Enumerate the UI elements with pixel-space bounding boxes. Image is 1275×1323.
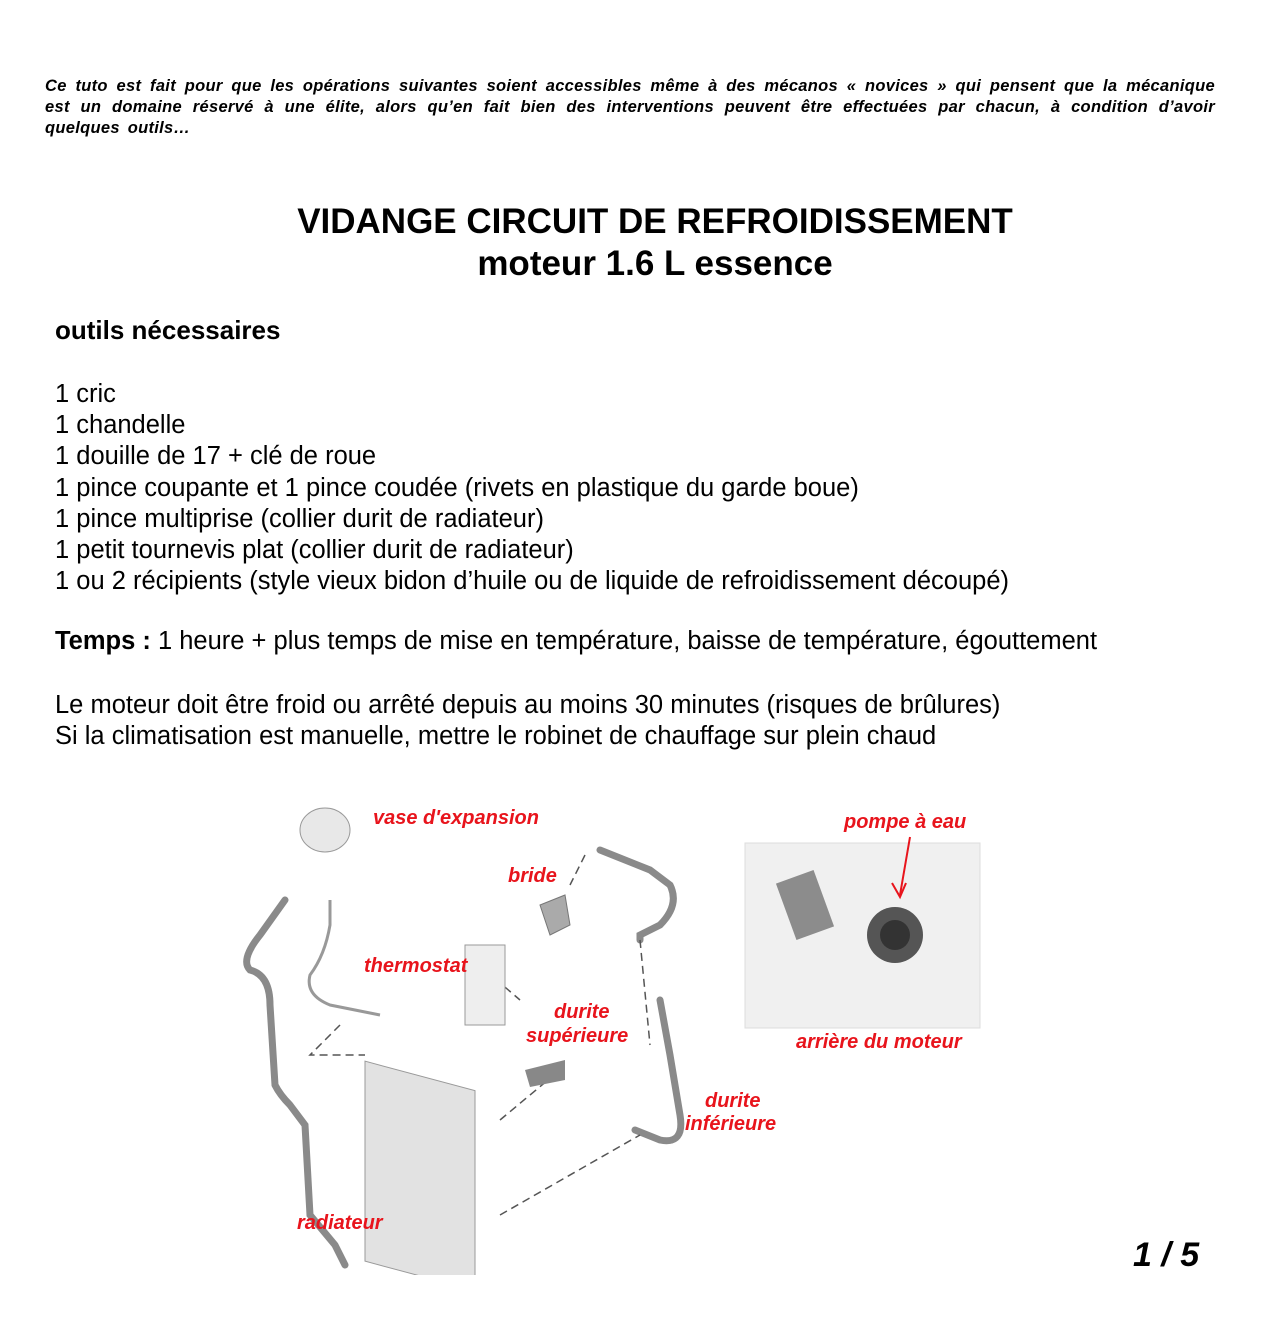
intro-paragraph: Ce tuto est fait pour que les opérations suivantes soient accessibles même à des mécanos « novices » qui pensent que la mécanique est un domaine réservé à une élite, alors qu’en fait bien des interventions peuvent être effectuées par chacun, à condition d’avoir quelques outils… [45, 77, 1215, 137]
time-value: 1 heure + plus temps de mise en température, baisse de température, égouttement [150, 627, 1098, 655]
page-title: VIDANGE CIRCUIT DE REFROIDISSEMENT [297, 202, 1013, 241]
list-item: 1 pince coupante et 1 pince coudée (rivets en plastique du garde boue) [55, 473, 859, 502]
expansion-tank [300, 808, 350, 852]
tools-list [55, 379, 1009, 597]
list-item: 1 ou 2 récipients (style vieux bidon d’huile ou de liquide de refroidissement découpé) [55, 567, 1009, 596]
thermostat-housing [465, 945, 505, 1025]
note: Si la climatisation est manuelle, mettre le robinet de chauffage sur plein chaud [55, 722, 937, 750]
label-durite-superieure-1: durite [554, 1001, 610, 1023]
page-subtitle: moteur 1.6 L essence [477, 244, 833, 283]
expansion-hose [247, 900, 345, 1265]
label-bride: bride [508, 865, 557, 887]
cooling-circuit-diagram [230, 795, 1020, 1275]
lower-hose [635, 1000, 681, 1141]
label-durite-inferieure-1: durite [705, 1090, 761, 1112]
tools-heading: outils nécessaires [55, 315, 281, 345]
list-item: 1 chandelle [55, 411, 186, 440]
list-item: 1 cric [55, 380, 116, 408]
list-item: 1 douille de 17 + clé de roue [55, 442, 377, 471]
radiator [365, 1061, 475, 1275]
engine-rear-photo [745, 837, 980, 1028]
label-durite-inferieure-2: inférieure [685, 1113, 777, 1135]
note: Le moteur doit être froid ou arrêté depuis au moins 30 minutes (risques de brûlures) [55, 691, 1001, 719]
upper-pipe [600, 850, 673, 940]
list-item: 1 petit tournevis plat (collier durit de radiateur) [55, 536, 574, 565]
upper-hose [525, 1060, 565, 1087]
page-number: 1 / 5 [1133, 1236, 1200, 1274]
list-item: 1 pince multiprise (collier durit de radiateur) [55, 504, 544, 533]
label-vase-expansion: vase d'expansion [373, 807, 539, 829]
label-arriere-moteur: arrière du moteur [796, 1031, 962, 1053]
label-thermostat: thermostat [364, 955, 468, 977]
label-durite-superieure-2: supérieure [526, 1025, 629, 1047]
label-radiateur: radiateur [297, 1212, 383, 1234]
time-line [55, 627, 1097, 656]
time-label: Temps : [55, 627, 151, 655]
flange [540, 895, 570, 935]
label-pompe-a-eau: pompe à eau [844, 811, 967, 833]
